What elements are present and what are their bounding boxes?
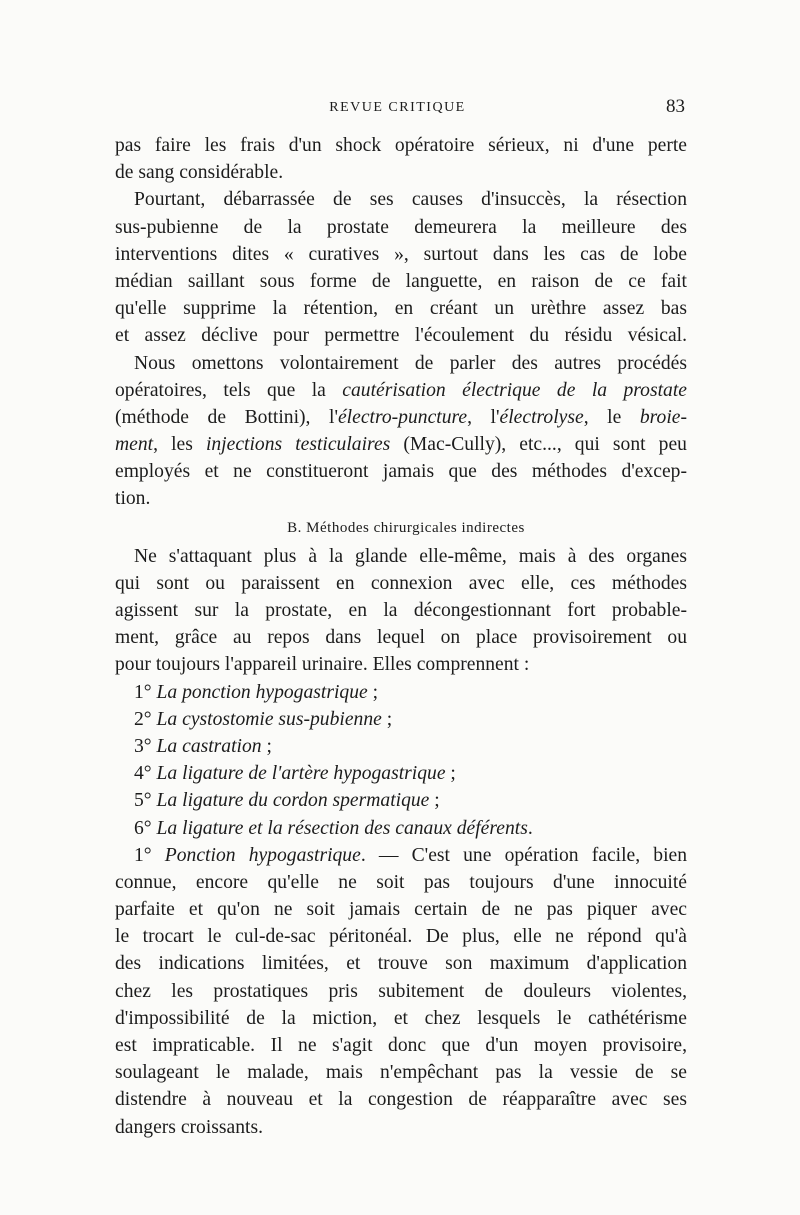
list-text: La castration [156, 735, 262, 757]
text-line: et assez déclive pour permettre l'écoulement du résidu vésical. [115, 325, 687, 347]
text-line: le trocart le cul-de-sac péritonéal. De plus, elle ne répond qu'à [115, 926, 687, 948]
list-text: La ligature du cordon spermatique [156, 790, 430, 812]
list-number: 6° [134, 817, 157, 839]
text-segment: 1° [134, 844, 165, 866]
section-heading: B. Méthodes chirurgicales indirectes [287, 519, 525, 536]
list-item [115, 787, 687, 814]
list-item [115, 679, 687, 706]
list-number: 2° [134, 708, 157, 730]
list-item [115, 733, 687, 760]
text-line: dangers croissants. [115, 1116, 264, 1138]
italic-term: broie- [639, 406, 687, 428]
italic-term: ment [115, 434, 154, 456]
list-end: ; [445, 763, 456, 785]
list-text: La cystostomie sus-pubienne [156, 708, 382, 730]
list-end: ; [261, 735, 272, 757]
text-line: parfaite et qu'on ne soit jamais certain de ne pas piquer avec [115, 899, 687, 921]
text-line: des indications limitées, et trouve son maximum d'application [115, 953, 687, 975]
italic-term: électrolyse [499, 406, 584, 428]
text-line: distendre à nouveau et la congestion de réapparaître avec ses [115, 1089, 687, 1111]
text-line: soulageant le malade, mais n'empêchant pas la vessie de se [115, 1062, 687, 1084]
text-line: qui sont ou paraissent en connexion avec elle, ces méthodes [115, 572, 687, 594]
text-line: médian saillant sous forme de languette, en raison de ce fait [115, 270, 687, 292]
text-line: connue, encore qu'elle ne soit pas toujours d'une innocuité [115, 871, 687, 893]
list-end: ; [429, 790, 440, 812]
list-text: La ponction hypogastrique [156, 681, 368, 703]
text-line: est impraticable. Il ne s'agit donc que d'un moyen provisoire, [115, 1035, 687, 1056]
page-header [110, 96, 685, 124]
text-segment: , l' [467, 406, 500, 428]
text-line [115, 377, 687, 404]
text-segment: , les [153, 434, 206, 456]
text-line: de sang considérable. [115, 162, 284, 184]
list-text: La ligature et la résection des canaux déférents [156, 817, 528, 839]
list-end: ; [381, 708, 393, 730]
text-line: pour toujours l'appareil urinaire. Elles comprennent : [115, 654, 530, 676]
italic-term: électro-puncture [337, 406, 468, 428]
text-line: interventions dites « curatives », surtout dans les cas de lobe [115, 243, 687, 265]
text-line: d'impossibilité de la miction, et chez lesquels le cathétérisme [115, 1007, 687, 1029]
list-number: 4° [134, 763, 157, 785]
text-line: employés et ne constitueront jamais que des méthodes d'excep- [115, 461, 687, 483]
running-title: REVUE CRITIQUE [329, 100, 466, 115]
body-text [115, 132, 687, 1141]
list-item [115, 706, 687, 733]
italic-term: injections testiculaires [205, 434, 391, 456]
list-number: 3° [134, 735, 157, 757]
list-number: 1° [134, 681, 157, 703]
italic-term: Ponction hypogastrique [164, 844, 361, 866]
list-number: 5° [134, 790, 157, 812]
text-segment: opératoires, tels que la [115, 379, 343, 401]
text-line [115, 431, 687, 458]
list-end: ; [367, 681, 379, 703]
text-line: qu'elle supprime la rétention, en créant un urèthre assez bas [115, 298, 687, 320]
text-line [115, 842, 687, 869]
text-line: Ne s'attaquant plus à la glande elle-même, mais à des organes [134, 545, 687, 567]
list-end: . [527, 817, 533, 839]
text-segment: . — C'est une opération facile, bien [360, 844, 688, 866]
text-line: agissent sur la prostate, en la décongestionnant fort probable- [115, 600, 687, 621]
text-line: Nous omettons volontairement de parler des autres procédés [134, 352, 687, 374]
list-text: La ligature de l'artère hypogastrique [156, 763, 446, 785]
list-item [115, 760, 687, 787]
text-segment: , le [583, 406, 640, 428]
text-line: sus-pubienne de la prostate demeurera la meilleure des [115, 216, 687, 238]
text-line: tion. [115, 488, 151, 510]
italic-term: cautérisation électrique de la prostate [342, 379, 687, 401]
text-line: chez les prostatiques pris subitement de douleurs violentes, [115, 980, 687, 1002]
page-number: 83 [666, 96, 685, 117]
text-line: pas faire les frais d'un shock opératoire sérieux, ni d'une perte [115, 135, 687, 156]
text-line [115, 404, 687, 431]
text-segment: (Mac-Cully), etc..., qui sont peu [390, 434, 687, 456]
text-line: ment, grâce au repos dans lequel on place provisoirement ou [115, 627, 687, 649]
list-item [115, 815, 687, 842]
text-line: Pourtant, débarrassée de ses causes d'insuccès, la résection [134, 189, 687, 211]
text-segment: (méthode de Bottini), l' [115, 406, 338, 428]
